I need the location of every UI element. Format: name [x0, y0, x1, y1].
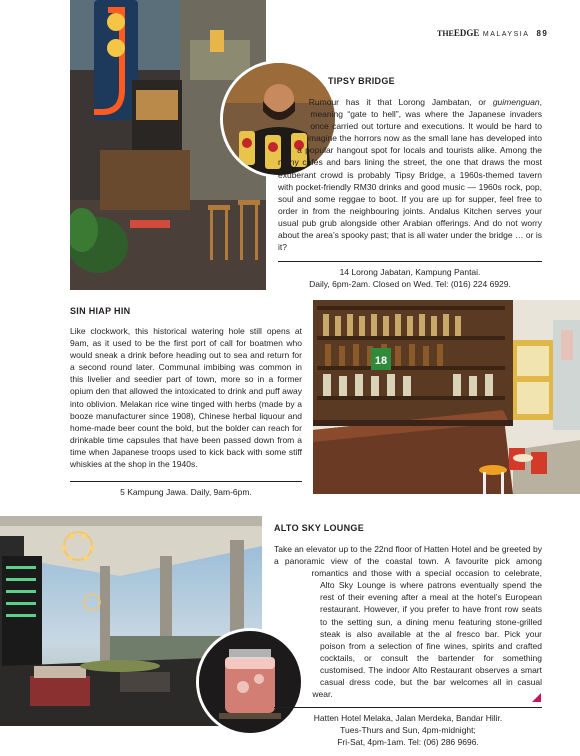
magazine-brand: THEEDGE	[437, 28, 480, 38]
sin-hiap-hin-info: 5 Kampung Jawa. Daily, 9am-6pm.	[120, 487, 252, 497]
alto-hours-weekend: Fri-Sat, 4pm-1am. Tel: (06) 286 9696.	[337, 737, 479, 747]
tipsy-body-text-2: , meaning “gate to hell”, was where the Japanese invaders once carried out torture and executions. It would be hard to imagine the horrors now as the small lane has developed into a popular hangout spot for locals and tourists alike. Among the many cafés and bars lining the street, the one that draws the most exuberant crowd is probably Tipsy Bridge, a 1960s-themed tavern with pocket-friendly RM30 drinks and good music — 1960s rock, pop, soul and some reggae to boot. If you are up for supper, feel free to order in from the neighbouring joints. Andalus Kitchen serves your usual pub grub alongside other Arabian offerings. And do not worry about the area’s spooky past; that is all water under the bridge … or is it?	[278, 97, 542, 253]
alto-sky-lounge-info	[274, 712, 542, 748]
tipsy-bridge-info	[278, 266, 542, 290]
tipsy-bridge-title: TIPSY BRIDGE	[328, 76, 395, 86]
sin-hiap-hin-title: SIN HIAP HIN	[70, 306, 131, 316]
sin-hiap-hin-body: Like clockwork, this historical watering hole still opens at 9am, as it used to be the first port of call for boatmen who would sneak a drink before heading out to sea and return for a second round later. Communal imbibing was common in this livelier and seedier part of town, more so in a former opium den that allowed the intoxicated to drink and puff away into oblivion. Melakan rice wine tinged with herbs (made by a booze manufacturer since 1908), Chinese herbal liquour and home-made beer count the bold, but the bolder can reach for drinkable time capsules that have been passed down from a time when Japanese troops used to kick back with some stiff whiskies at the shop in the 1940s.	[70, 326, 302, 470]
article-end-marker	[532, 693, 541, 702]
page-number: 89	[536, 29, 549, 38]
tipsy-body-italic: guimenguan	[492, 97, 540, 107]
alto-body-text: Take an elevator up to the 22nd floor of Hatten Hotel and be greeted by a panoramic view of the coastal town. A favourite pick among romantics and those with a special occasion to celebrate, Alto Sky Lounge is where patrons eventually spend the rest of their evening after a meal at the hotel’s European restaurant. However, if you prefer to have front row seats to the setting sun, a dining menu featuring stone-grilled steak is also available at the al fresco bar. Pick your poison from a selection of fine wines, spirits and crafted cocktails, or consult the bartender for something customised. The indoor Alto Restaurant observes a smart casual dress code, but the bar welcomes all in casual wear.	[274, 544, 542, 700]
divider	[278, 261, 542, 262]
alto-sky-lounge-body	[274, 543, 542, 725]
alto-sky-lounge-title: ALTO SKY LOUNGE	[274, 523, 365, 533]
divider	[70, 481, 302, 482]
magazine-section: MALAYSIA	[482, 31, 529, 38]
tipsy-bridge-body	[278, 96, 542, 253]
divider	[274, 707, 542, 708]
tipsy-body-text-1: Rumour has it that Lorong Jambatan, or	[308, 97, 493, 107]
alto-hours-weekday: Tues-Thurs and Sun, 4pm-midnight;	[340, 725, 476, 735]
tipsy-hours: Daily, 6pm-2am. Closed on Wed. Tel: (016) 224 6929.	[309, 279, 511, 289]
tipsy-address: 14 Lorong Jabatan, Kampung Pantai.	[339, 267, 481, 277]
alto-address: Hatten Hotel Melaka, Jalan Merdeka, Bandar Hilir.	[313, 713, 503, 723]
text-wrap-spacer	[274, 615, 320, 725]
sin-hiap-hin-photo	[313, 300, 580, 494]
shop-sign-number: 18	[374, 355, 388, 367]
page-header	[437, 28, 548, 38]
